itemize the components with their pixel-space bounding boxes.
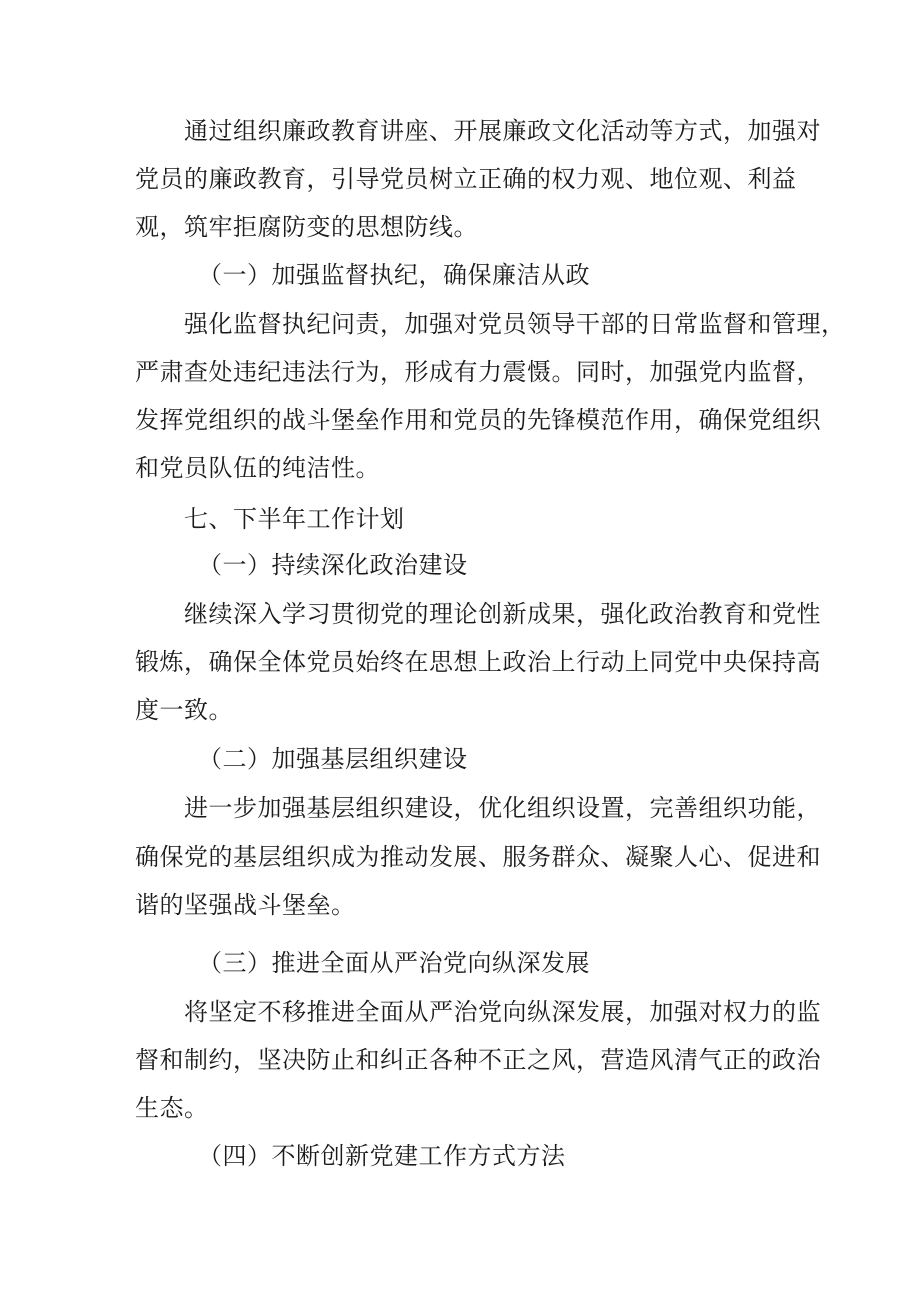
paragraph-5-line-2: 督和制约，坚决防止和纠正各种不正之风，营造风清气正的政治 (135, 1046, 821, 1074)
paragraph-4-line-2: 确保党的基层组织成为推动发展、服务群众、凝聚人心、促进和 (135, 843, 821, 871)
paragraph-1-line-3: 观，筑牢拒腐防变的思想防线。 (135, 213, 478, 241)
paragraph-2-line-1: 强化监督执纪问责，加强对党员领导干部的日常监督和管理， (184, 310, 846, 338)
paragraph-2-line-4: 和党员队伍的纯洁性。 (135, 454, 380, 482)
paragraph-1-line-2: 党员的廉政教育，引导党员树立正确的权力观、地位观、利益 (135, 165, 797, 193)
paragraph-2-line-3: 发挥党组织的战斗堡垒作用和党员的先锋模范作用，确保党组织 (135, 406, 821, 434)
paragraph-5-line-3: 生态。 (135, 1094, 209, 1122)
paragraph-2-line-2: 严肃查处违纪违法行为，形成有力震慑。同时，加强党内监督， (135, 358, 821, 386)
paragraph-1-line-1: 通过组织廉政教育讲座、开展廉政文化活动等方式，加强对 (184, 117, 821, 145)
paragraph-4-line-3: 谐的坚强战斗堡垒。 (135, 891, 356, 919)
subheading-innovate-methods: （四）不断创新党建工作方式方法 (198, 1142, 566, 1170)
paragraph-3-line-1: 继续深入学习贯彻党的理论创新成果，强化政治教育和党性 (184, 600, 821, 628)
section-heading-second-half-plan: 七、下半年工作计划 (184, 505, 405, 533)
subheading-strengthen-supervision: （一）加强监督执纪，确保廉洁从政 (198, 261, 590, 289)
subheading-grassroots-organization: （二）加强基层组织建设 (198, 745, 468, 773)
paragraph-4-line-1: 进一步加强基层组织建设，优化组织设置，完善组织功能， (184, 794, 821, 822)
subheading-strict-party-governance: （三）推进全面从严治党向纵深发展 (198, 949, 590, 977)
subheading-political-construction: （一）持续深化政治建设 (198, 551, 468, 579)
paragraph-5-line-1: 将坚定不移推进全面从严治党向纵深发展，加强对权力的监 (184, 998, 821, 1026)
paragraph-3-line-3: 度一致。 (135, 696, 233, 724)
paragraph-3-line-2: 锻炼，确保全体党员始终在思想上政治上行动上同党中央保持高 (135, 648, 821, 676)
